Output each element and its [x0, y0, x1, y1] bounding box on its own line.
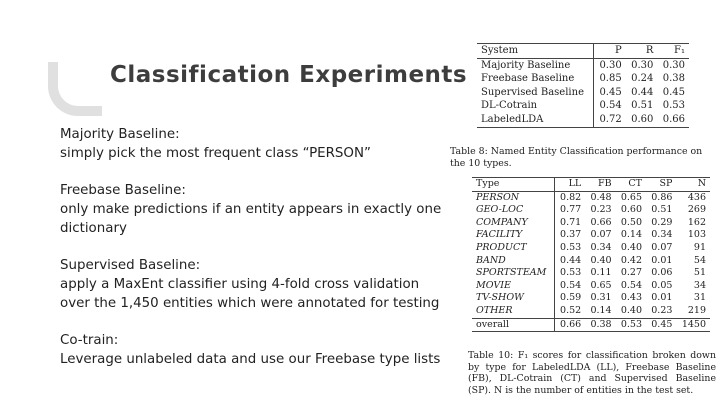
table-cell: 0.51	[651, 204, 673, 216]
table-cell: 31	[693, 292, 706, 304]
table-8-caption: Table 8: Named Entity Classification performance on the 10 types.	[450, 146, 703, 169]
table-cell: Supervised Baseline	[477, 86, 594, 100]
table-cell: 0.30	[631, 59, 654, 71]
bullet-text: apply a MaxEnt classifier using 4-fold cross validation over the 1,450 entities which were annotated for testing	[60, 277, 440, 311]
column-header: P	[594, 44, 626, 59]
table-cell: LabeledLDA	[477, 113, 594, 127]
table-cell: 0.05	[651, 279, 673, 291]
table-cell: 0.66	[662, 113, 685, 125]
table-row	[477, 113, 689, 127]
table-cell: 0.44	[631, 86, 654, 98]
table-cell: 0.51	[631, 100, 654, 112]
slide-title: Classification Experiments	[110, 62, 468, 88]
table-cell: 0.82	[560, 191, 582, 203]
table-cell: 0.50	[620, 216, 642, 228]
table-row	[472, 292, 710, 305]
bullet-text: simply pick the most frequent class “PERSON”	[60, 146, 371, 161]
table-cell: 0.07	[651, 241, 673, 253]
table-cell: 0.45	[662, 86, 685, 98]
table-cell: 103	[687, 229, 706, 241]
table-cell: PRODUCT	[472, 242, 554, 255]
table-cell: 0.23	[651, 304, 673, 316]
table-cell: 0.72	[599, 113, 622, 125]
table-cell: 0.14	[590, 304, 612, 316]
table-cell: 0.30	[662, 59, 685, 71]
table-cell: 0.30	[599, 59, 622, 71]
bullet-heading: Majority Baseline:	[60, 127, 180, 142]
table-cell: 0.66	[590, 216, 612, 228]
table-cell: 0.38	[662, 73, 685, 85]
column-header: N	[676, 178, 710, 192]
bullet-text: only make predictions if an entity appears in exactly one dictionary	[60, 202, 442, 236]
table-cell: MOVIE	[472, 280, 554, 293]
table-10-caption: Table 10: F₁ scores for classification broken down by type for LabeledLDA (LL), Freebase Baseline (FB), DL-Cotrain (CT) and Supervised Baseline (SP). N is the number of entities in the test set.	[468, 350, 716, 396]
table-cell: BAND	[472, 255, 554, 268]
table-cell: 0.60	[620, 204, 642, 216]
table-cell: 0.01	[651, 254, 673, 266]
table-cell: 1450	[676, 318, 710, 332]
table-cell: TV-SHOW	[472, 292, 554, 305]
table-cell: 0.54	[599, 100, 622, 112]
table-cell: FACILITY	[472, 229, 554, 242]
table-cell: 34	[693, 279, 706, 291]
table-cell: COMPANY	[472, 217, 554, 230]
table-cell: 0.54	[620, 279, 642, 291]
table-cell: 51	[693, 267, 706, 279]
bullet-co-train	[60, 331, 445, 369]
table-cell: 0.45	[646, 318, 676, 332]
table-header-row	[477, 44, 689, 59]
table-row	[477, 86, 689, 100]
table-cell: 436	[687, 191, 706, 203]
table-row	[477, 99, 689, 113]
bullet-heading: Freebase Baseline:	[60, 183, 186, 198]
table-cell: 0.65	[590, 279, 612, 291]
table-row	[472, 229, 710, 242]
table-cell: 0.60	[631, 113, 654, 125]
bullet-list	[60, 125, 445, 387]
bullet-freebase-baseline	[60, 181, 445, 238]
table-cell: 0.37	[560, 229, 582, 241]
table-cell: 0.34	[590, 241, 612, 253]
table-row	[472, 191, 710, 204]
table-total-row	[472, 318, 710, 332]
table-cell: 269	[687, 204, 706, 216]
table-cell: 0.77	[560, 204, 582, 216]
table-cell: overall	[472, 318, 554, 332]
table-cell: 0.40	[590, 254, 612, 266]
table-row	[472, 217, 710, 230]
table-cell: 0.44	[560, 254, 582, 266]
column-header: SP	[646, 178, 676, 192]
table-cell: 0.27	[620, 267, 642, 279]
table-cell: GEO-LOC	[472, 204, 554, 217]
table-row	[472, 267, 710, 280]
table-header-row	[472, 178, 710, 192]
bullet-text: Leverage unlabeled data and use our Freebase type lists	[60, 352, 441, 367]
column-header: System	[477, 44, 594, 59]
table-cell: 0.24	[631, 73, 654, 85]
table-cell: Freebase Baseline	[477, 72, 594, 86]
bullet-heading: Co-train:	[60, 333, 119, 348]
bullet-majority-baseline	[60, 125, 445, 163]
table-cell: 162	[687, 216, 706, 228]
table-cell: 0.45	[599, 86, 622, 98]
table-cell: 0.53	[560, 241, 582, 253]
table-cell: 0.53	[662, 100, 685, 112]
title-corner-decoration	[48, 62, 102, 116]
table-cell: 0.40	[620, 241, 642, 253]
table-cell: 0.54	[560, 279, 582, 291]
table-cell: 54	[693, 254, 706, 266]
table-cell: OTHER	[472, 305, 554, 318]
table-cell: 0.31	[590, 292, 612, 304]
table-cell: 0.29	[651, 216, 673, 228]
table-cell: 0.38	[585, 318, 615, 332]
column-header: F₁	[657, 44, 689, 59]
column-header: LL	[554, 178, 585, 192]
column-header: R	[626, 44, 658, 59]
table-cell: 91	[693, 241, 706, 253]
table-cell: DL-Cotrain	[477, 99, 594, 113]
table-cell: SPORTSTEAM	[472, 267, 554, 280]
table-cell: Majority Baseline	[477, 58, 594, 72]
table-cell: 0.53	[616, 318, 646, 332]
table-row	[472, 255, 710, 268]
table-cell: 0.07	[590, 229, 612, 241]
table-cell: PERSON	[472, 191, 554, 204]
table-cell: 0.40	[620, 304, 642, 316]
table-cell: 0.53	[560, 267, 582, 279]
table-cell: 0.01	[651, 292, 673, 304]
table-cell: 0.59	[560, 292, 582, 304]
table-8-classification-performance	[477, 43, 689, 128]
table-10-f1-by-type	[472, 177, 710, 332]
table-cell: 0.85	[599, 73, 622, 85]
column-header: CT	[616, 178, 646, 192]
table-cell: 0.52	[560, 304, 582, 316]
table-row	[477, 72, 689, 86]
table-cell: 0.66	[554, 318, 585, 332]
table-cell: 0.14	[620, 229, 642, 241]
bullet-supervised-baseline	[60, 256, 445, 313]
table-cell: 0.86	[651, 191, 673, 203]
table-row	[477, 58, 689, 72]
table-cell: 219	[687, 304, 706, 316]
table-cell: 0.43	[620, 292, 642, 304]
column-header: Type	[472, 178, 554, 192]
table-cell: 0.42	[620, 254, 642, 266]
table-cell: 0.48	[590, 191, 612, 203]
table-cell: 0.06	[651, 267, 673, 279]
table-row	[472, 305, 710, 318]
table-cell: 0.34	[651, 229, 673, 241]
table-row	[472, 204, 710, 217]
table-row	[472, 242, 710, 255]
table-row	[472, 280, 710, 293]
table-cell: 0.71	[560, 216, 582, 228]
column-header: FB	[585, 178, 615, 192]
table-cell: 0.65	[620, 191, 642, 203]
bullet-heading: Supervised Baseline:	[60, 258, 201, 273]
table-cell: 0.11	[590, 267, 612, 279]
table-cell: 0.23	[590, 204, 612, 216]
